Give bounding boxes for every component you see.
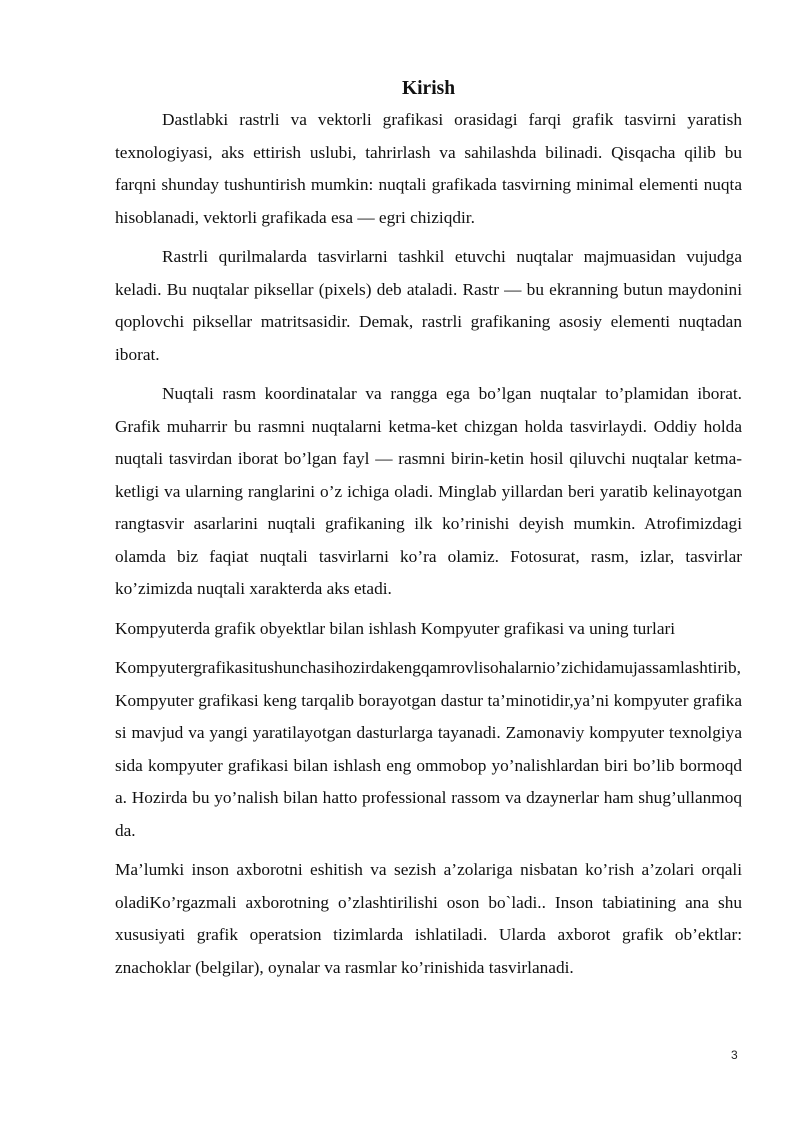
- paragraph-computer-graphics: Kompyutergrafikasitushunchasihozirdakengqamrovlisohalarnio’zichidamujassamlashtirib, Kompyuter grafikasi keng tarqalib borayotgan dastur ta’minotidir,ya’ni kompyuter grafikasi mavjud va yangi yaratilayotgan dasturlarga tayanadi. Zamonaviy kompyuter texnolgiyasida kompyuter grafikasi bilan ishlash eng ommobop yo’nalishlardan biri bo’lib bormoqda. Hozirda bu yo’nalish bilan hatto professional rassom va dzaynerlar ham shug’ullanmoqda.: [115, 658, 742, 840]
- page-number: 3: [731, 1048, 738, 1062]
- paragraph-visual-information: Ma’lumki inson axborotni eshitish va sezish a’zolariga nisbatan ko’rish a’zolari orqali oladiKo’rgazmali axborotning o’zlashtirilishi oson bo`ladi.. Inson tabiatining ana shu xususiyati grafik operatsion tizimlarda ishlatiladi. Ularda axborot grafik ob’ektlar: znachoklar (belgilar), oynalar va rasmlar ko’rinishida tasvirlanadi.: [115, 860, 742, 977]
- page-title: Kirish: [401, 78, 456, 99]
- paragraph-raster-devices: Rastrli qurilmalarda tasvirlarni tashkil etuvchi nuqtalar majmuasidan vujudga keladi. Bu nuqtalar piksellar (pixels) deb ataladi. Rastr — bu ekranning butun maydonini qoplovchi piksellar matritsasidir. Demak, rastrli grafikaning asosiy elementi nuqtadan iborat.: [115, 247, 742, 364]
- section-heading-computer-graphics: Kompyuterda grafik obyektlar bilan ishlash Kompyuter grafikasi va uning turlari: [115, 618, 676, 638]
- paragraph-dot-image: Nuqtali rasm koordinatalar va rangga ega bo’lgan nuqtalar to’plamidan iborat. Grafik muharrir bu rasmni nuqtalarni ketma-ket chizgan holda tasvirlaydi. Oddiy holda nuqtali tasvirdan iborat bo’lgan fayl — rasmni birin-ketin hosil qiluvchi nuqtalar ketma-ketligi va ularning ranglarini o’z ichiga oladi. Minglab yillardan beri yaratib kelinayotgan rangtasvir asarlarini nuqtali grafikaning ilk ko’rinishi deyish mumkin. Atrofimizdagi olamda biz faqiat nuqtali tasvirlarni ko’ra olamiz. Fotosurat, rasm, izlar, tasvirlar ko’zimizda nuqtali xarakterda aks etadi.: [115, 384, 742, 598]
- paragraph-raster-vector-difference: Dastlabki rastrli va vektorli grafikasi orasidagi farqi grafik tasvirni yaratish texnologiyasi, aks ettirish uslubi, tahrirlash va sahilashda bilinadi. Qisqacha qilib bu farqni shunday tushuntirish mumkin: nuqtali grafikada tasvirning minimal elementi nuqta hisoblanadi, vektorli grafikada esa — egri chiziqdir.: [115, 110, 742, 227]
- page-content: [115, 74, 742, 984]
